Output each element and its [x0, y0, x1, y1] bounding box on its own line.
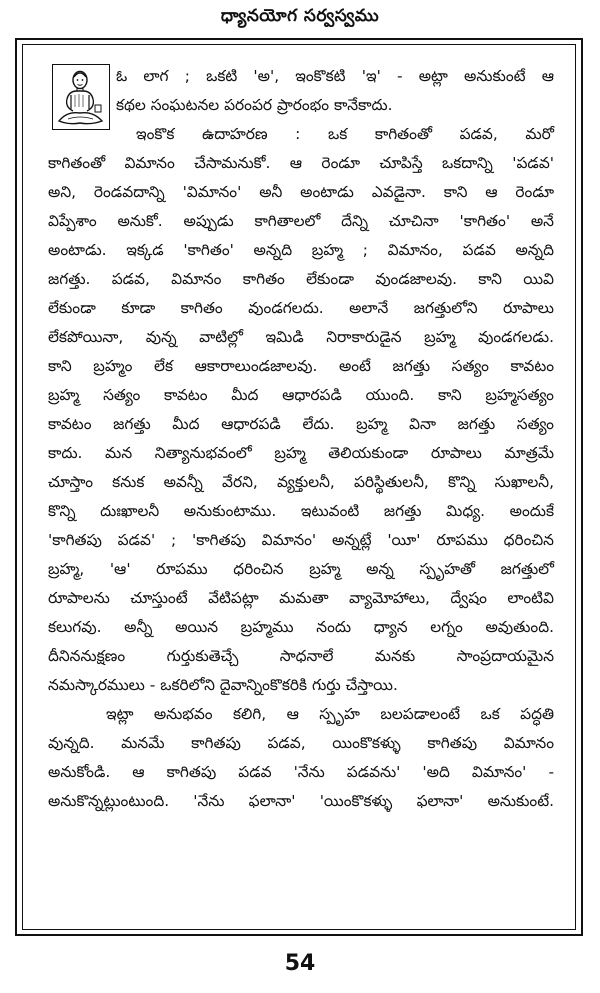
running-header: ధ్యానయోగ సర్వస్వము: [220, 6, 380, 26]
text-line-22: నమస్కారములు - ఒకరిలోని దైవాన్నింకొకరికి గుర్తు చేస్తాయి.: [48, 676, 398, 694]
text-line-15: చూస్తాం కనుక అవన్నీ వేరని, వ్యక్తులనీ, పరిస్థితులనీ, కొన్ని సుఖాలనీ,: [48, 473, 554, 491]
text-line-8: జగత్తు. పడవ, విమానం కాగితం లేకుండా వుండజాలవు. కాని యివి: [48, 270, 554, 288]
text-line-1: ఓ లాగ ; ఒకటి 'అ', ఇంకొకటి 'ఇ' - అట్లా అనుకుంటే ఆ: [116, 67, 554, 85]
text-line-18: బ్రహ్మ, 'ఆ' రూపము ధరించిన బ్రహ్మ అన్న స్పృహతో జగత్తులో: [48, 560, 554, 578]
text-line-16: కొన్ని దుఃఖాలనీ అనుకుంటాము. ఇటువంటి జగత్తు మిధ్య. అందుకే: [48, 502, 554, 520]
text-line-5: అని, రెండవదాన్ని 'విమానం' అనీ అంటాడు ఎవడైనా. కాని ఆ రెండూ: [48, 183, 554, 201]
text-line-23: ఇట్లా అనుభవం కలిగి, ఆ స్పృహ బలపడాలంటే ఒక పద్ధతి: [106, 705, 554, 723]
text-line-20: కలుగవు. అన్నీ అయిన బ్రహ్మము నందు ధ్యాన లగ్నం అవుతుంది.: [48, 618, 554, 636]
text-line-10: లేకపోయినా, వున్న వాటిల్లో ఇమిడి నిరాకారుడైన బ్రహ్మ వుండగలడు.: [48, 328, 554, 346]
page-number: 54: [284, 951, 316, 976]
text-line-17: 'కాగితపు పడవ' ; 'కాగితపు విమానం' అన్నట్లే 'యీ' రూపము ధరించిన: [48, 531, 554, 549]
text-line-14: కాదు. మన నిత్యానుభవంలో బ్రహ్మ తెలియకుండా రూపాలు మాత్రమే: [48, 444, 554, 462]
text-line-25: అనుకోండి. ఆ కాగితపు పడవ 'నేను పడవను' 'అది విమానం' -: [48, 763, 554, 781]
text-line-7: అంటాడు. ఇక్కడ 'కాగితం' అన్నది బ్రహ్మ ; విమానం, పడవ అన్నది: [48, 241, 554, 259]
text-line-24: వున్నది. మనమే కాగితపు పడవ, యింకొకళ్ళు కాగితపు విమానం: [48, 734, 554, 752]
text-line-4: కాగితంతో విమానం చేసామనుకో. ఆ రెండూ చూపిస్తే ఒకదాన్ని 'పడవ': [48, 154, 554, 172]
text-line-11: కాని బ్రహ్మం లేక ఆకారాలుండజాలవు. అంటే జగత్తు సత్యం కావటం: [48, 357, 554, 375]
text-line-19: రూపాలను చూస్తుంటే వేటిపట్లా మమతా వ్యామోహాలు, ద్వేషం లాంటివి: [48, 589, 554, 607]
text-line-9: లేకుండా కూడా కాగితం వుండగలదు. అలానే జగత్తులోని రూపాలు: [48, 299, 554, 317]
text-line-13: కావటం జగత్తు మీద ఆధారపడి లేదు. బ్రహ్మ వినా జగత్తు సత్యం: [48, 415, 554, 433]
text-line-6: విప్పేశాం అనుకో. అప్పుడు కాగితాలలో దేన్ని చూచినా 'కాగితం' అనే: [48, 212, 554, 230]
text-line-21: దీనిననుక్షణం గుర్తుకుతెచ్చే సాధనాలే మనకు సాంప్రదాయమైన: [48, 647, 554, 665]
text-line-26: అనుకొన్నట్లుంటుంది. 'నేను ఫలానా' 'యింకొకళ్ళు ఫలానా' అనుకుంటే.: [48, 792, 554, 810]
text-line-2: కథల సంఘటనల పరంపర ప్రారంభం కానేకాదు.: [116, 96, 393, 114]
text-line-12: బ్రహ్మ సత్యం కావటం మీద ఆధారపడి యుంది. కాని బ్రహ్మసత్యం: [48, 386, 554, 404]
text-line-3: ఇంకొక ఉదాహరణ : ఒక కాగితంతో పడవ, మరో: [136, 125, 554, 143]
body-text: [48, 62, 554, 816]
